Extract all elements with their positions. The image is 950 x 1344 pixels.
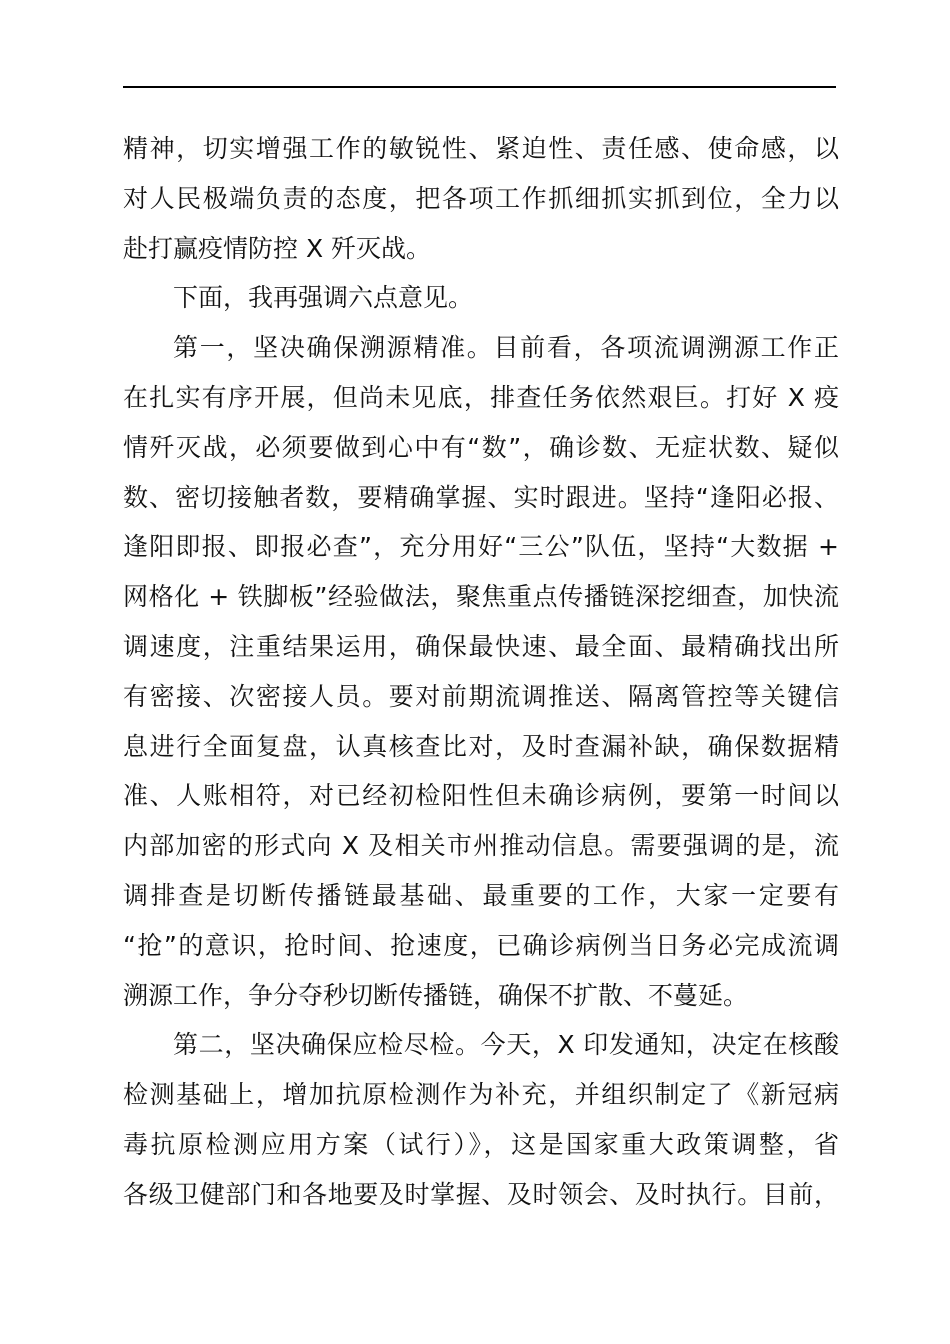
text-line: 各级卫健部门和各地要及时掌握、及时领会、及时执行。目前， xyxy=(123,1179,839,1209)
text-line: 息进行全面复盘，认真核查比对，及时查漏补缺，确保数据精 xyxy=(123,731,839,761)
paragraph-start: 下面，我再强调六点意见。 xyxy=(173,283,474,313)
text-line: 调排查是切断传播链最基础、最重要的工作，大家一定要有 xyxy=(123,880,839,910)
text-line: 数、密切接触者数，要精确掌握、实时跟进。坚持“逢阳必报、 xyxy=(123,482,839,512)
paragraph-start: 第一，坚决确保溯源精准。目前看，各项流调溯源工作正 xyxy=(173,333,839,363)
text-line: “抢”的意识，抢时间、抢速度，已确诊病例当日务必完成流调 xyxy=(123,930,839,960)
text-line: 在扎实有序开展，但尚未见底，排查任务依然艰巨。打好 X 疫 xyxy=(123,382,839,412)
header-rule xyxy=(123,86,836,88)
text-line: 情歼灭战，必须要做到心中有“数”，确诊数、无症状数、疑似 xyxy=(123,432,839,462)
text-line: 网格化 + 铁脚板”经验做法，聚焦重点传播链深挖细查，加快流 xyxy=(123,582,839,612)
text-line: 对人民极端负责的态度，把各项工作抓细抓实抓到位，全力以 xyxy=(123,183,839,213)
text-line: 赴打赢疫情防控 X 歼灭战。 xyxy=(123,233,432,263)
paragraph-start: 第二，坚决确保应检尽检。今天，X 印发通知，决定在核酸 xyxy=(173,1030,839,1060)
text-line: 逢阳即报、即报必查”，充分用好“三公”队伍，坚持“大数据 + xyxy=(123,532,839,562)
text-line: 检测基础上，增加抗原检测作为补充，并组织制定了《新冠病 xyxy=(123,1080,839,1110)
text-line: 内部加密的形式向 X 及相关市州推动信息。需要强调的是，流 xyxy=(123,831,839,861)
text-line: 调速度，注重结果运用，确保最快速、最全面、最精确找出所 xyxy=(123,631,839,661)
text-line: 有密接、次密接人员。要对前期流调推送、隔离管控等关键信 xyxy=(123,681,839,711)
text-line: 精神，切实增强工作的敏锐性、紧迫性、责任感、使命感，以 xyxy=(123,134,839,163)
text-line: 溯源工作，争分夺秒切断传播链，确保不扩散、不蔓延。 xyxy=(123,980,749,1010)
text-line: 准、人账相符，对已经初检阳性但未确诊病例，要第一时间以 xyxy=(123,781,839,811)
document-body xyxy=(123,124,839,1220)
text-line: 毒抗原检测应用方案（试行）》，这是国家重大政策调整，省 xyxy=(123,1129,839,1159)
